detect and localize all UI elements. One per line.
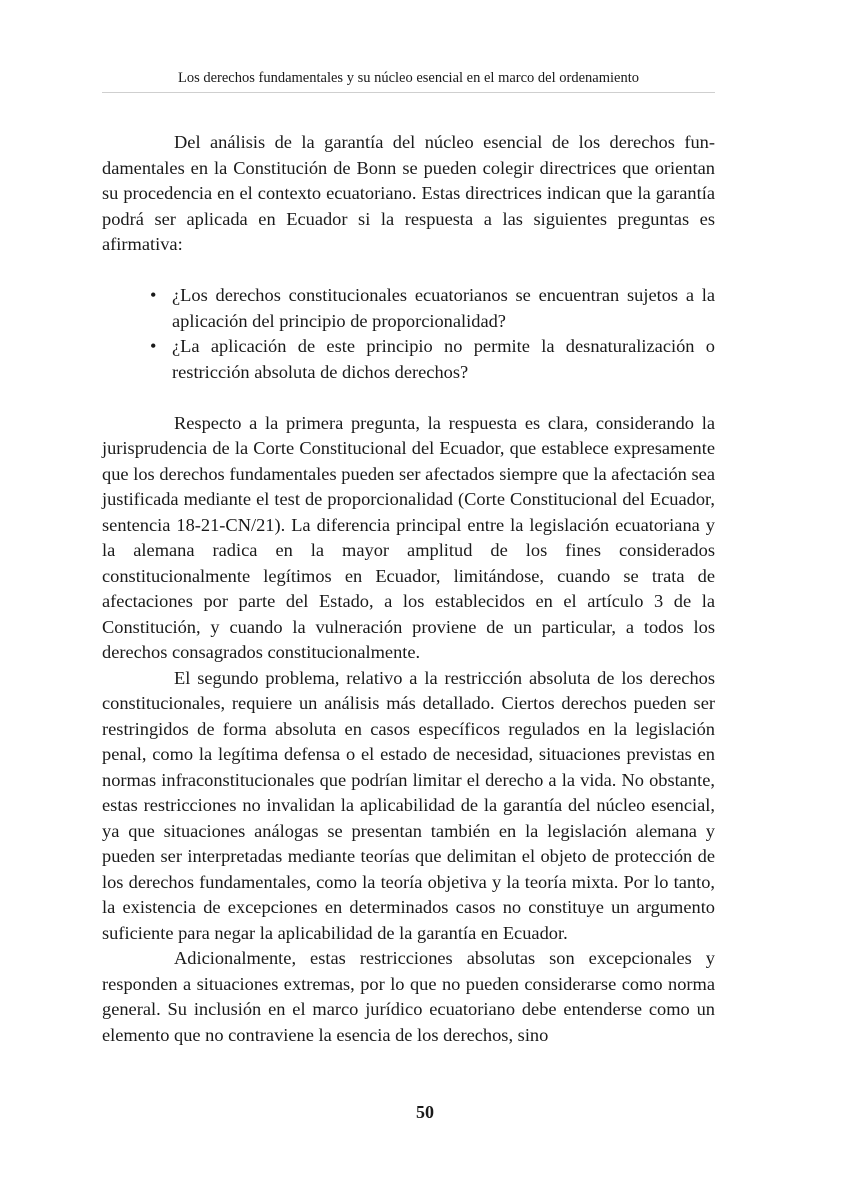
question-text-1: ¿Los derechos constitucionales ecuatorianos se encuentran sujetos a la aplicación del principio de proporcionalidad?: [172, 285, 715, 331]
paragraph-additional: Adicionalmente, estas restricciones absolutas son excepcionales y responden a situaciones extremas, por lo que no pueden considerarse como norma general. Su inclusión en el marco jurídico ecuatoriano debe entenderse como un elemento que no contraviene la esencia de los derechos, sino: [102, 948, 715, 1045]
paragraph-second-problem: El segundo problema, relativo a la restricción absoluta de los derechos constitucionales, requiere un análisis más detallado. Ciertos derechos pueden ser restringidos de forma absoluta en casos específicos regulados en la legislación penal, como la legítima defensa o el estado de necesidad, situaciones previstas en normas infraconstitucionales que podrían limitar el derecho a la vida. No obstante, estas restricciones no invalidan la aplicabilidad de la garantía del núcleo esencial, ya que situaciones análogas se presentan también en la legislación alemana y pueden ser interpretadas mediante teorías que delimitan el objeto de protección de los derechos fundamentales, como la teoría objetiva y la teoría mixta. Por lo tanto, la existencia de excepciones en determinados casos no constituye un argumento suficiente para negar la aplicabilidad de la garantía en Ecuador.: [102, 667, 715, 943]
running-header: Los derechos fundamentales y su núcleo esencial en el marco del ordenamiento: [102, 66, 715, 93]
paragraph-first-question: Respecto a la primera pregunta, la respuesta es clara, considerando la jurisprudencia de la Corte Constitucional del Ecuador, que establece expresamente que los derechos fundamentales pueden ser afectados siempre que la afectación sea justificada mediante el test de proporcionalidad (Corte Constitucional del Ecuador, sentencia 18-21-CN/21). La diferencia principal entre la legislación ecuatoriana y la alemana radica en la mayor amplitud de los fines considerados constitucionalmente legítimos en Ecuador, limitándose, cuando se trata de afectaciones por parte del Estado, a los establecidos en el artículo 3 de la Constitución, y cuando la vulneración proviene de un particular, a todos los derechos consagrados constitucionalmente.: [102, 412, 715, 662]
question-text-2: ¿La aplicación de este principio no permite la desnaturalización o restricción absoluta de dichos derechos?: [172, 336, 715, 382]
body-text: [102, 130, 715, 1048]
bullet-icon: •: [150, 285, 157, 305]
question-list: [102, 283, 715, 385]
question-item-2: [150, 334, 715, 385]
bullet-icon: •: [150, 336, 157, 356]
paragraph-intro: Del análisis de la garantía del núcleo esencial de los derechos fundamentales en la Constitución de Bonn se pueden colegir directrices que orientan su procedencia en el contexto ecuatoriano. Estas directrices indican que la garantía podrá ser aplicada en Ecuador si la respuesta a las siguientes preguntas es afirmativa:: [102, 132, 715, 254]
question-item-1: [150, 283, 715, 334]
page-number: 50: [416, 1102, 434, 1122]
